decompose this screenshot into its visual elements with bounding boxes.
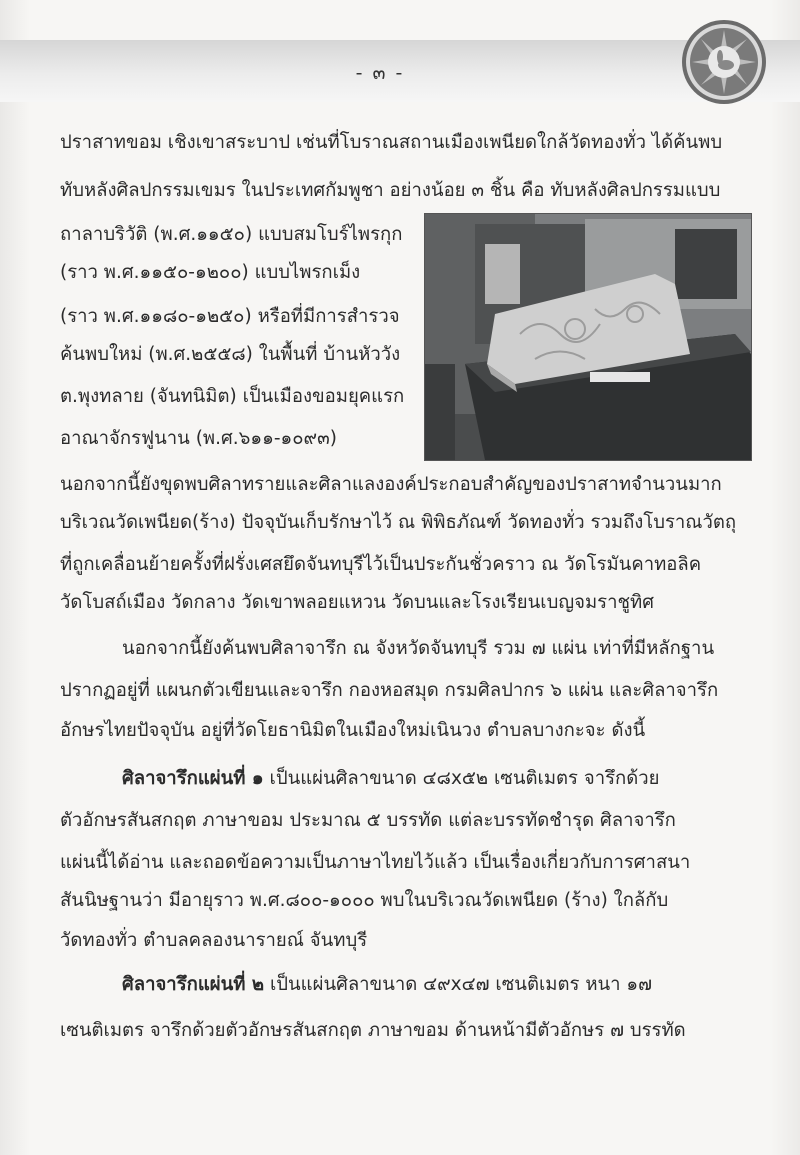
lintel-photo bbox=[424, 213, 752, 461]
inscription-2-line bbox=[122, 970, 652, 1000]
text-line: ค้นพบใหม่ (พ.ศ.๒๕๕๘) ในพื้นที่ บ้านหัววัง bbox=[60, 344, 401, 365]
circular-seal-emblem-icon bbox=[680, 18, 768, 106]
text-line: ที่ถูกเคลื่อนย้ายครั้งที่ฝรั่งเศสยึดจันทบุรีไว้เป็นประกันชั่วคราว ณ วัดโรมันคาทอลิค bbox=[60, 554, 702, 575]
text-line: นอกจากนี้ยังค้นพบศิลาจารึก ณ จังหวัดจันทบุรี รวม ๗ แผ่น เท่าที่มีหลักฐาน bbox=[122, 638, 715, 659]
text-line: ตัวอักษรสันสกฤต ภาษาขอม ประมาณ ๕ บรรทัด แต่ละบรรทัดชำรุด ศิลาจารึก bbox=[60, 810, 676, 831]
text-line: ถาลาบริวัติ (พ.ศ.๑๑๕๐) แบบสมโบร์ไพรกุก bbox=[60, 224, 403, 245]
text-line: เป็นแผ่นศิลาขนาด ๔๘x๕๒ เซนติเมตร จารึกด้วย bbox=[269, 768, 660, 789]
text-line: ปราสาทขอม เชิงเขาสระบาป เช่นที่โบราณสถานเมืองเพนียดใกล้วัดทองทั่ว ได้ค้นพบ bbox=[60, 132, 723, 153]
text-line: สันนิษฐานว่า มีอายุราว พ.ศ.๘๐๐-๑๐๐๐ พบในบริเวณวัดเพนียด (ร้าง) ใกล้กับ bbox=[60, 890, 669, 911]
text-line: บริเวณวัดเพนียด(ร้าง) ปัจจุบันเก็บรักษาไว้ ณ พิพิธภัณฑ์ วัดทองทั่ว รวมถึงโบราณวัตถุ bbox=[60, 512, 737, 533]
inscription-1-heading: ศิลาจารึกแผ่นที่ ๑ bbox=[122, 768, 264, 789]
text-line: นอกจากนี้ยังขุดพบศิลาทรายและศิลาแลงองค์ประกอบสำคัญของปราสาทจำนวนมาก bbox=[60, 474, 722, 495]
inscription-2-heading: ศิลาจารึกแผ่นที่ ๒ bbox=[122, 974, 265, 995]
text-line: อักษรไทยปัจจุบัน อยู่ที่วัดโยธานิมิตในเมืองใหม่เนินวง ตำบลบางกะจะ ดังนี้ bbox=[60, 720, 646, 741]
text-line: แผ่นนี้ได้อ่าน และถอดข้อความเป็นภาษาไทยไว้แล้ว เป็นเรื่องเกี่ยวกับการศาสนา bbox=[60, 852, 691, 873]
text-line: วัดทองทั่ว ตำบลคลองนารายณ์ จันทบุรี bbox=[60, 930, 368, 951]
text-line: เซนติเมตร จารึกด้วยตัวอักษรสันสกฤต ภาษาขอม ด้านหน้ามีตัวอักษร ๗ บรรทัด bbox=[60, 1020, 686, 1041]
text-line: ต.พุงทลาย (จันทนิมิต) เป็นเมืองขอมยุคแรก bbox=[60, 386, 405, 407]
inscription-1-line bbox=[122, 764, 659, 794]
text-line: ทับหลังศิลปกรรมเขมร ในประเทศกัมพูชา อย่างน้อย ๓ ชิ้น คือ ทับหลังศิลปกรรมแบบ bbox=[60, 180, 721, 201]
text-line: (ราว พ.ศ.๑๑๘๐-๑๒๕๐) หรือที่มีการสำรวจ bbox=[60, 306, 400, 327]
text-line: อาณาจักรฟูนาน (พ.ศ.๖๑๑-๑๐๙๓) bbox=[60, 428, 337, 449]
text-line: ปรากฏอยู่ที่ แผนกตัวเขียนและจารึก กองหอสมุด กรมศิลปากร ๖ แผ่น และศิลาจารึก bbox=[60, 680, 719, 701]
text-line: (ราว พ.ศ.๑๑๕๐-๑๒๐๐) แบบไพรกเม็ง bbox=[60, 262, 361, 283]
page-number: - ๓ - bbox=[355, 62, 405, 84]
text-line: เป็นแผ่นศิลาขนาด ๔๙x๔๗ เซนติเมตร หนา ๑๗ bbox=[269, 974, 653, 995]
text-line: วัดโบสถ์เมือง วัดกลาง วัดเขาพลอยแหวน วัดบนและโรงเรียนเบญจมราชูทิศ bbox=[60, 592, 654, 613]
